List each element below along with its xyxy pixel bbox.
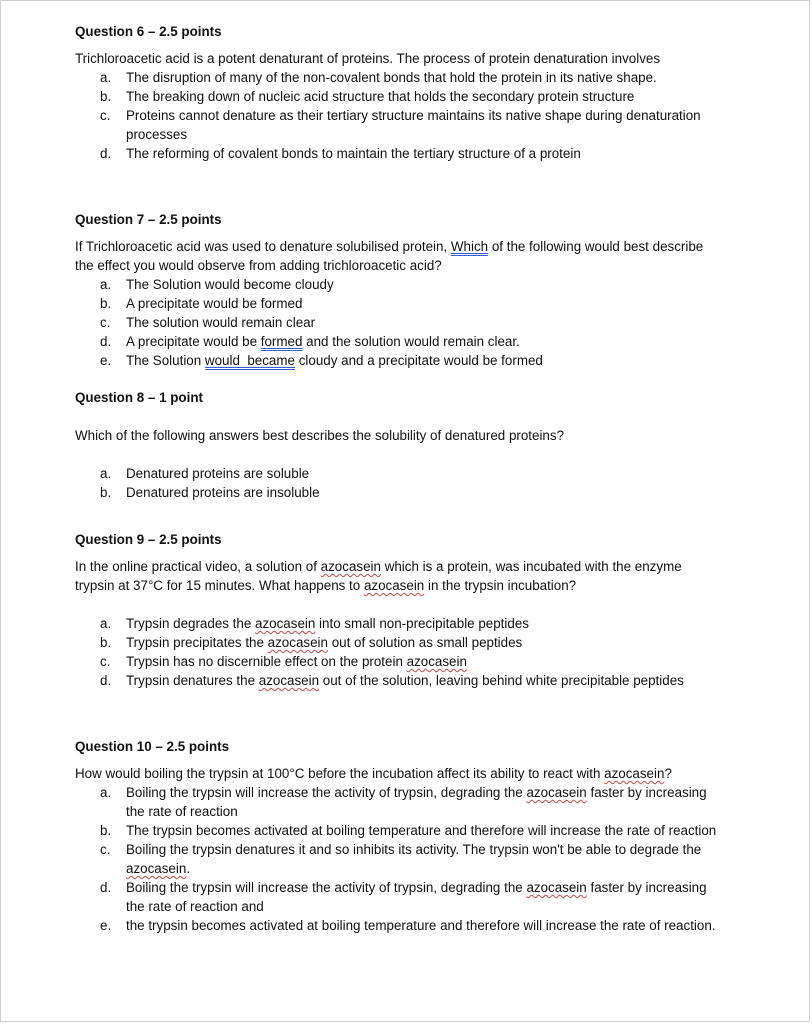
question-10: [75, 738, 719, 935]
question-stem: Trichloroacetic acid is a potent denaturant of proteins. The process of protein denaturation involves: [75, 51, 661, 66]
spellcheck-marked-word: azocasein: [526, 785, 587, 800]
stem-text: which is a protein, was incubated with the enzyme trypsin at 37°C for 15 minutes. What happens to: [75, 559, 682, 593]
option-c: [75, 313, 719, 332]
question-6: [75, 23, 719, 163]
option-list: [75, 68, 719, 163]
option-letter: d.: [100, 673, 112, 688]
stem-text: ?: [664, 766, 672, 781]
option-d: [75, 671, 719, 690]
option-text: and the solution would remain clear.: [302, 334, 520, 349]
option-b: [75, 633, 719, 652]
option-list: [75, 275, 719, 370]
spellcheck-marked-word: azocasein: [406, 654, 467, 669]
option-text: A precipitate would be: [126, 334, 261, 349]
grammar-marked-word: would became: [204, 353, 295, 368]
option-letter: a.: [100, 70, 112, 85]
option-text: faster by increasing the rate of reaction and: [126, 880, 707, 914]
option-letter: a.: [100, 616, 112, 631]
option-letter: a.: [100, 785, 112, 800]
option-text: Proteins cannot denature as their tertiary structure maintains its native shape during denaturation processes: [126, 108, 701, 142]
stem-text: How would boiling the trypsin at 100°C before the incubation affect its ability to react with: [75, 766, 605, 781]
option-text: Trypsin precipitates the: [126, 635, 268, 650]
option-text: Boiling the trypsin denatures it and so inhibits its activity. The trypsin won't be able to degrade the: [126, 842, 702, 857]
option-a: [75, 464, 719, 483]
question-stem: [75, 764, 719, 783]
spellcheck-marked-word: azocasein: [267, 635, 328, 650]
option-text: out of the solution, leaving behind white precipitable peptides: [319, 673, 684, 688]
option-letter: a.: [100, 277, 112, 292]
option-text: Denatured proteins are soluble: [126, 466, 310, 481]
option-d: [75, 878, 719, 916]
spellcheck-marked-word: azocasein: [320, 559, 381, 574]
option-text: faster by increasing the rate of reaction: [126, 785, 707, 819]
option-letter: b.: [100, 89, 112, 104]
stem-text: of the following would best describe the effect you would observe from adding trichloroacetic acid?: [75, 239, 704, 273]
option-list: [75, 464, 719, 502]
option-list: [75, 614, 719, 690]
spellcheck-marked-word: azocasein: [363, 578, 425, 593]
option-text: The solution would remain clear: [126, 315, 316, 330]
option-text: into small non-precipitable peptides: [315, 616, 529, 631]
option-letter: b.: [100, 635, 112, 650]
question-title: Question 8 – 1 point: [75, 390, 203, 405]
option-letter: b.: [100, 296, 112, 311]
option-b: [75, 87, 719, 106]
option-letter: c.: [100, 654, 111, 669]
option-letter: d.: [100, 146, 112, 161]
option-text: The disruption of many of the non-covalent bonds that hold the protein in its native shape.: [126, 70, 657, 85]
option-text: Denatured proteins are insoluble: [126, 485, 320, 500]
stem-text: In the online practical video, a solution of: [75, 559, 321, 574]
option-letter: d.: [100, 880, 112, 895]
option-c: [75, 106, 719, 144]
spellcheck-marked-word: azocasein: [526, 880, 587, 895]
option-b: [75, 294, 719, 313]
option-b: [75, 821, 719, 840]
option-a: [75, 68, 719, 87]
option-a: [75, 275, 719, 294]
spellcheck-marked-word: azocasein: [604, 766, 665, 781]
spellcheck-marked-word: azocasein: [126, 861, 187, 876]
question-title: Question 9 – 2.5 points: [75, 532, 222, 547]
option-list: [75, 783, 719, 935]
option-text: The Solution: [126, 353, 205, 368]
question-title: Question 7 – 2.5 points: [75, 212, 222, 227]
option-text: The trypsin becomes activated at boiling temperature and therefore will increase the rate of reaction: [126, 823, 717, 838]
option-letter: a.: [100, 466, 112, 481]
option-letter: c.: [100, 315, 111, 330]
stem-text: If Trichloroacetic acid was used to denature solubilised protein,: [75, 239, 451, 254]
grammar-marked-word: formed: [260, 334, 303, 349]
option-text: .: [186, 861, 191, 876]
option-text: The Solution would become cloudy: [126, 277, 334, 292]
option-letter: c.: [100, 842, 111, 857]
question-9: [75, 531, 719, 690]
question-8: [75, 389, 719, 502]
question-stem: [75, 237, 719, 275]
option-text: cloudy and a precipitate would be formed: [294, 353, 543, 368]
stem-text: in the trypsin incubation?: [424, 578, 577, 593]
option-letter: b.: [100, 823, 112, 838]
option-c: [75, 652, 719, 671]
option-letter: b.: [100, 485, 112, 500]
option-a: [75, 614, 719, 633]
question-stem: [75, 557, 719, 595]
option-text: the trypsin becomes activated at boiling temperature and therefore will increase the rate of reaction.: [126, 918, 716, 933]
option-letter: c.: [100, 108, 111, 123]
question-title: Question 10 – 2.5 points: [75, 739, 230, 754]
option-text: The breaking down of nucleic acid structure that holds the secondary protein structure: [126, 89, 635, 104]
option-text: Trypsin denatures the: [126, 673, 259, 688]
question-7: [75, 211, 719, 370]
option-text: Trypsin degrades the: [126, 616, 256, 631]
option-a: [75, 783, 719, 821]
option-d: [75, 144, 719, 163]
option-text: out of solution as small peptides: [327, 635, 523, 650]
option-d: [75, 332, 719, 351]
option-letter: e.: [100, 918, 112, 933]
option-text: Trypsin has no discernible effect on the protein: [126, 654, 407, 669]
question-stem: Which of the following answers best describes the solubility of denatured proteins?: [75, 428, 565, 443]
spellcheck-marked-word: azocasein: [258, 673, 320, 688]
option-c: [75, 840, 719, 878]
option-letter: e.: [100, 353, 112, 368]
option-text: The reforming of covalent bonds to maintain the tertiary structure of a protein: [126, 146, 581, 161]
option-text: Boiling the trypsin will increase the activity of trypsin, degrading the: [126, 880, 527, 895]
option-text: A precipitate would be formed: [126, 296, 303, 311]
question-title: Question 6 – 2.5 points: [75, 24, 222, 39]
option-e: [75, 351, 719, 370]
grammar-marked-word: Which: [450, 239, 489, 254]
option-b: [75, 483, 719, 502]
option-letter: d.: [100, 334, 112, 349]
option-e: [75, 916, 719, 935]
spellcheck-marked-word: azocasein: [255, 616, 316, 631]
option-text: Boiling the trypsin will increase the activity of trypsin, degrading the: [126, 785, 527, 800]
